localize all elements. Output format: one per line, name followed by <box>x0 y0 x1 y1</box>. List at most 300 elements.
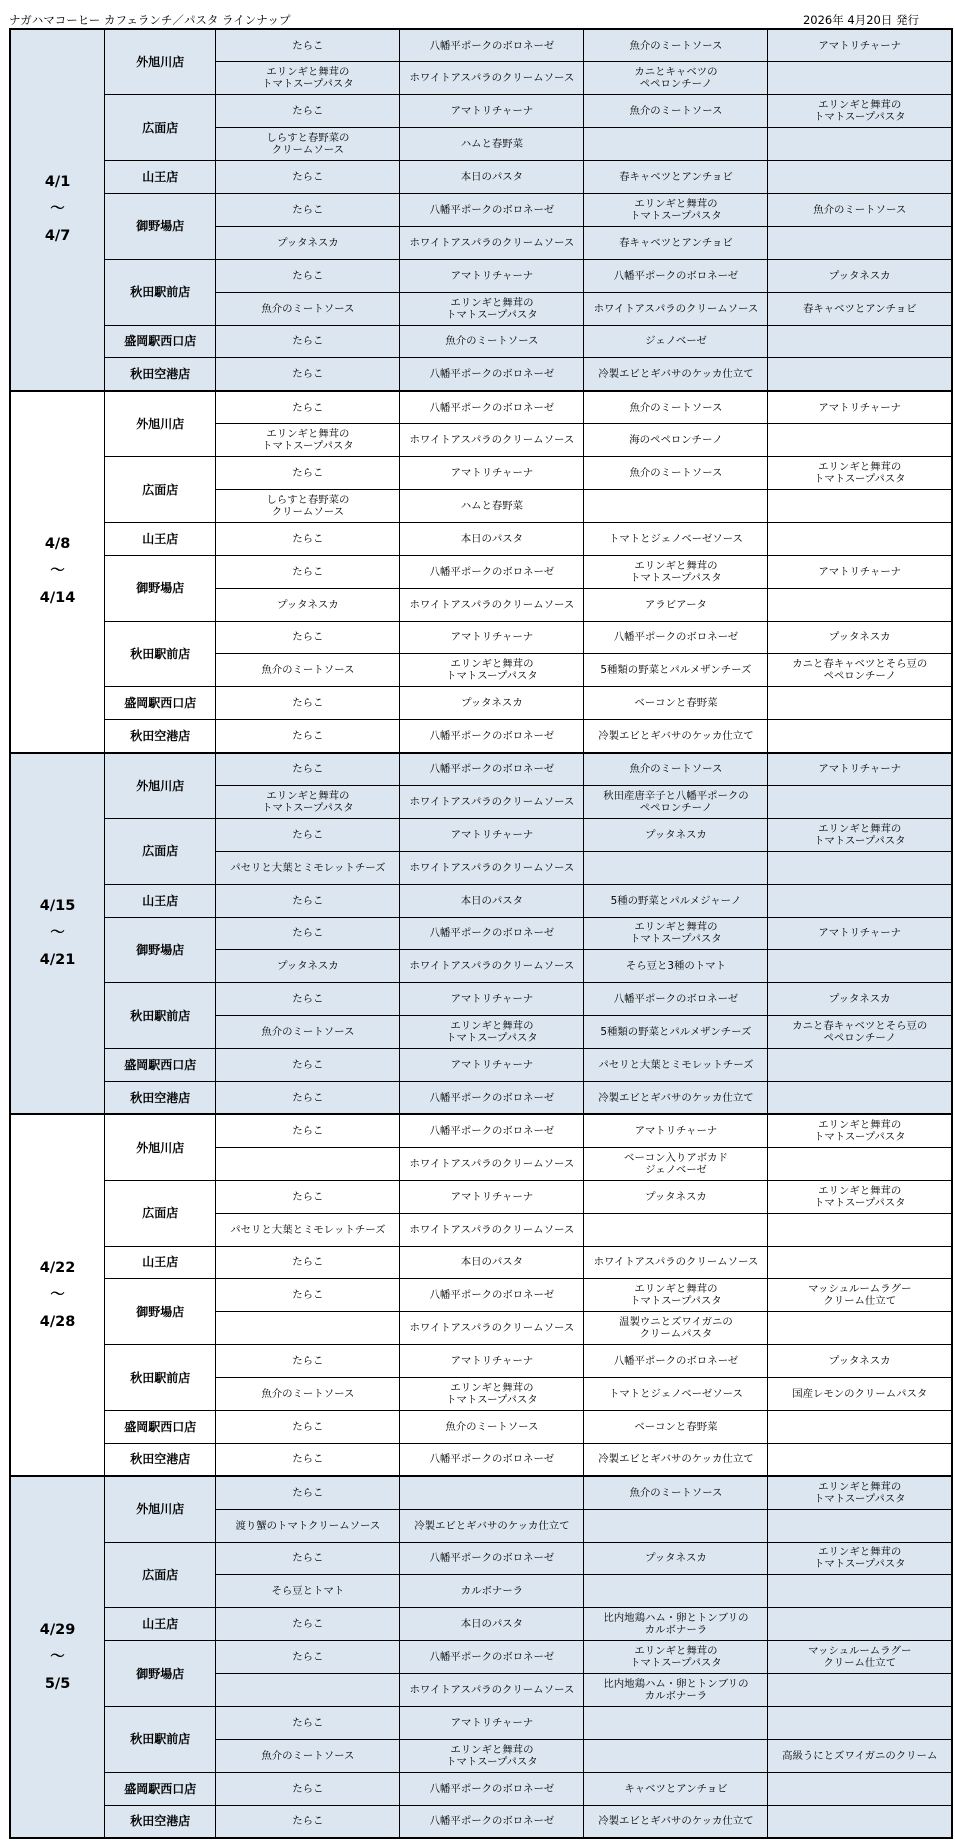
menu-item-cell: 魚介のミートソース <box>216 292 400 325</box>
menu-item-cell: しらすと春野菜の クリームソース <box>216 490 400 523</box>
period-sep: 〜 <box>50 201 65 218</box>
menu-item-cell: トマトとジェノベーゼソース <box>584 1378 768 1411</box>
store-name: 秋田空港店 <box>105 1081 216 1114</box>
menu-item-cell: 八幡平ポークのボロネーゼ <box>400 720 584 753</box>
menu-item-cell: 八幡平ポークのボロネーゼ <box>400 917 584 950</box>
menu-item-cell <box>768 1707 952 1740</box>
menu-item-cell <box>768 588 952 621</box>
table-row <box>10 1279 952 1312</box>
menu-item-cell: ホワイトアスパラのクリームソース <box>400 588 584 621</box>
menu-item-cell: パセリと大葉とミモレットチーズ <box>584 1049 768 1082</box>
menu-item-cell: たらこ <box>216 1246 400 1279</box>
week-block <box>10 29 952 391</box>
menu-item-cell: ホワイトアスパラのクリームソース <box>400 1213 584 1246</box>
menu-item-cell: エリンギと舞茸の トマトスープパスタ <box>768 1476 952 1509</box>
menu-item-cell: 八幡平ポークのボロネーゼ <box>400 555 584 588</box>
menu-item-cell: 冷製エビとギバサのケッカ仕立て <box>584 1443 768 1476</box>
table-row <box>10 95 952 128</box>
menu-item-cell: エリンギと舞茸の トマトスープパスタ <box>216 62 400 95</box>
menu-item-cell: アマトリチャーナ <box>584 1114 768 1147</box>
menu-item-cell: ベーコンと春野菜 <box>584 687 768 720</box>
store-name: 御野場店 <box>105 1641 216 1707</box>
menu-item-cell: 八幡平ポークのボロネーゼ <box>400 1542 584 1575</box>
menu-item-cell: ホワイトアスパラのクリームソース <box>400 786 584 819</box>
menu-item-cell: 魚介のミートソース <box>400 325 584 358</box>
menu-item-cell: たらこ <box>216 621 400 654</box>
week-period <box>10 391 105 753</box>
store-name: 山王店 <box>105 1608 216 1641</box>
menu-item-cell: エリンギと舞茸の トマトスープパスタ <box>768 457 952 490</box>
table-row <box>10 358 952 391</box>
table-row <box>10 818 952 851</box>
menu-item-cell <box>768 1575 952 1608</box>
menu-item-cell: 八幡平ポークのボロネーゼ <box>400 1641 584 1674</box>
menu-item-cell: キャベツとアンチョビ <box>584 1772 768 1805</box>
menu-item-cell: アマトリチャーナ <box>400 621 584 654</box>
menu-item-cell: 魚介のミートソース <box>216 1739 400 1772</box>
period-sep: 〜 <box>50 1648 65 1665</box>
menu-item-cell: アマトリチャーナ <box>768 917 952 950</box>
menu-item-cell: たらこ <box>216 1345 400 1378</box>
menu-item-cell: 5種の野菜とパルメジャーノ <box>584 884 768 917</box>
menu-item-cell: プッタネスカ <box>216 950 400 983</box>
menu-item-cell: プッタネスカ <box>400 687 584 720</box>
table-row <box>10 1476 952 1509</box>
menu-item-cell: エリンギと舞茸の トマトスープパスタ <box>216 786 400 819</box>
menu-item-cell: アマトリチャーナ <box>400 1180 584 1213</box>
menu-item-cell: 本日のパスタ <box>400 1608 584 1641</box>
menu-item-cell: 八幡平ポークのボロネーゼ <box>400 29 584 62</box>
menu-item-cell: たらこ <box>216 95 400 128</box>
menu-item-cell: たらこ <box>216 753 400 786</box>
menu-item-cell: たらこ <box>216 391 400 424</box>
menu-item-cell: たらこ <box>216 720 400 753</box>
menu-item-cell: 八幡平ポークのボロネーゼ <box>584 983 768 1016</box>
menu-item-cell <box>768 1674 952 1707</box>
store-name: 秋田駅前店 <box>105 983 216 1049</box>
menu-item-cell <box>768 161 952 194</box>
period-end: 4/7 <box>44 228 71 245</box>
store-name: 御野場店 <box>105 1279 216 1345</box>
menu-item-cell: 八幡平ポークのボロネーゼ <box>400 1081 584 1114</box>
table-row <box>10 555 952 588</box>
menu-item-cell: たらこ <box>216 1608 400 1641</box>
menu-item-cell: ホワイトアスパラのクリームソース <box>400 950 584 983</box>
store-name: 秋田空港店 <box>105 720 216 753</box>
menu-item-cell: エリンギと舞茸の トマトスープパスタ <box>400 1016 584 1049</box>
menu-item-cell: マッシュルームラグー クリーム仕立て <box>768 1641 952 1674</box>
menu-item-cell: 魚介のミートソース <box>584 29 768 62</box>
menu-item-cell: 八幡平ポークのボロネーゼ <box>400 1443 584 1476</box>
menu-item-cell: ホワイトアスパラのクリームソース <box>584 1246 768 1279</box>
menu-item-cell: たらこ <box>216 1772 400 1805</box>
store-name: 盛岡駅西口店 <box>105 1410 216 1443</box>
table-row <box>10 1114 952 1147</box>
menu-item-cell: トマトとジェノベーゼソース <box>584 522 768 555</box>
table-row <box>10 1081 952 1114</box>
menu-item-cell: 八幡平ポークのボロネーゼ <box>400 753 584 786</box>
menu-item-cell: 魚介のミートソース <box>400 1410 584 1443</box>
menu-item-cell <box>768 851 952 884</box>
menu-item-cell: そら豆と3種のトマト <box>584 950 768 983</box>
menu-item-cell: たらこ <box>216 884 400 917</box>
menu-item-cell <box>216 1674 400 1707</box>
menu-item-cell: エリンギと舞茸の トマトスープパスタ <box>584 555 768 588</box>
menu-item-cell: たらこ <box>216 522 400 555</box>
menu-item-cell: 魚介のミートソース <box>768 193 952 226</box>
menu-item-cell: エリンギと舞茸の トマトスープパスタ <box>584 1641 768 1674</box>
menu-item-cell: エリンギと舞茸の トマトスープパスタ <box>400 1378 584 1411</box>
menu-item-cell: 5種類の野菜とパルメザンチーズ <box>584 1016 768 1049</box>
menu-item-cell <box>768 1410 952 1443</box>
menu-item-cell: 八幡平ポークのボロネーゼ <box>400 391 584 424</box>
menu-item-cell: 八幡平ポークのボロネーゼ <box>400 1805 584 1838</box>
menu-item-cell: プッタネスカ <box>584 1542 768 1575</box>
menu-item-cell: エリンギと舞茸の トマトスープパスタ <box>768 1542 952 1575</box>
menu-item-cell: 魚介のミートソース <box>584 95 768 128</box>
menu-item-cell: プッタネスカ <box>584 1180 768 1213</box>
menu-item-cell <box>768 325 952 358</box>
table-row <box>10 325 952 358</box>
menu-item-cell: たらこ <box>216 1641 400 1674</box>
menu-item-cell: プッタネスカ <box>216 226 400 259</box>
menu-item-cell: たらこ <box>216 193 400 226</box>
menu-item-cell <box>768 786 952 819</box>
table-row <box>10 720 952 753</box>
menu-item-cell: アマトリチャーナ <box>768 29 952 62</box>
menu-item-cell: カニと春キャベツとそら豆の ペペロンチーノ <box>768 1016 952 1049</box>
issue-date: 2026年 4月20日 発行 <box>802 13 919 27</box>
week-block <box>10 1476 952 1838</box>
store-name: 盛岡駅西口店 <box>105 325 216 358</box>
menu-item-cell: 海のペペロンチーノ <box>584 424 768 457</box>
menu-item-cell: 魚介のミートソース <box>584 457 768 490</box>
store-name: 秋田駅前店 <box>105 1707 216 1773</box>
table-row <box>10 1608 952 1641</box>
menu-item-cell: 冷製エビとギバサのケッカ仕立て <box>584 1805 768 1838</box>
menu-item-cell: マッシュルームラグー クリーム仕立て <box>768 1279 952 1312</box>
menu-item-cell: たらこ <box>216 1805 400 1838</box>
menu-item-cell: たらこ <box>216 1279 400 1312</box>
menu-item-cell <box>768 1213 952 1246</box>
period-end: 4/14 <box>39 590 76 607</box>
store-name: 広面店 <box>105 1542 216 1608</box>
menu-item-cell: プッタネスカ <box>216 588 400 621</box>
menu-item-cell: 比内地鶏ハム・卵とトンブリの カルボナーラ <box>584 1608 768 1641</box>
menu-item-cell: 八幡平ポークのボロネーゼ <box>584 621 768 654</box>
menu-item-cell: たらこ <box>216 1476 400 1509</box>
table-row <box>10 1542 952 1575</box>
menu-item-cell: たらこ <box>216 917 400 950</box>
menu-item-cell: 本日のパスタ <box>400 161 584 194</box>
menu-item-cell <box>768 522 952 555</box>
menu-item-cell <box>584 128 768 161</box>
menu-item-cell: 魚介のミートソース <box>584 1476 768 1509</box>
store-name: 山王店 <box>105 161 216 194</box>
menu-item-cell: たらこ <box>216 358 400 391</box>
menu-item-cell: 春キャベツとアンチョビ <box>768 292 952 325</box>
store-name: 外旭川店 <box>105 1114 216 1180</box>
menu-item-cell: エリンギと舞茸の トマトスープパスタ <box>768 1114 952 1147</box>
period-start: 4/1 <box>44 174 71 191</box>
menu-item-cell: しらすと春野菜の クリームソース <box>216 128 400 161</box>
menu-item-cell: たらこ <box>216 161 400 194</box>
menu-item-cell: 春キャベツとアンチョビ <box>584 226 768 259</box>
menu-item-cell: たらこ <box>216 687 400 720</box>
document-title: ナガハマコーヒー カフェランチ／パスタ ラインナップ <box>9 13 291 27</box>
store-name: 秋田駅前店 <box>105 259 216 325</box>
menu-item-cell: 八幡平ポークのボロネーゼ <box>584 259 768 292</box>
menu-item-cell <box>768 1312 952 1345</box>
menu-item-cell: エリンギと舞茸の トマトスープパスタ <box>216 424 400 457</box>
store-name: 外旭川店 <box>105 29 216 95</box>
table-row <box>10 1410 952 1443</box>
menu-item-cell: エリンギと舞茸の トマトスープパスタ <box>584 1279 768 1312</box>
store-name: 秋田空港店 <box>105 1443 216 1476</box>
menu-item-cell: カニと春キャベツとそら豆の ペペロンチーノ <box>768 654 952 687</box>
period-start: 4/29 <box>39 1621 76 1638</box>
menu-item-cell <box>768 687 952 720</box>
menu-item-cell <box>768 1443 952 1476</box>
menu-item-cell: たらこ <box>216 29 400 62</box>
table-row <box>10 29 952 62</box>
table-row <box>10 1180 952 1213</box>
menu-item-cell: 八幡平ポークのボロネーゼ <box>400 358 584 391</box>
store-name: 外旭川店 <box>105 753 216 819</box>
menu-item-cell: ホワイトアスパラのクリームソース <box>400 424 584 457</box>
menu-item-cell: アマトリチャーナ <box>768 555 952 588</box>
menu-item-cell <box>768 1081 952 1114</box>
menu-item-cell: プッタネスカ <box>584 818 768 851</box>
table-row <box>10 621 952 654</box>
menu-item-cell: 渡り蟹のトマトクリームソース <box>216 1509 400 1542</box>
period-sep: 〜 <box>50 924 65 941</box>
menu-item-cell: たらこ <box>216 1081 400 1114</box>
store-name: 秋田空港店 <box>105 358 216 391</box>
menu-item-cell: 魚介のミートソース <box>584 391 768 424</box>
menu-item-cell: アマトリチャーナ <box>768 753 952 786</box>
period-start: 4/15 <box>39 897 76 914</box>
menu-item-cell: エリンギと舞茸の トマトスープパスタ <box>400 654 584 687</box>
menu-item-cell <box>216 1312 400 1345</box>
week-block <box>10 391 952 753</box>
menu-item-cell: そら豆とトマト <box>216 1575 400 1608</box>
table-row <box>10 917 952 950</box>
menu-item-cell: 冷製エビとギバサのケッカ仕立て <box>584 720 768 753</box>
menu-item-cell: エリンギと舞茸の トマトスープパスタ <box>584 917 768 950</box>
week-period <box>10 1114 105 1476</box>
menu-item-cell: 本日のパスタ <box>400 884 584 917</box>
menu-item-cell: アマトリチャーナ <box>400 983 584 1016</box>
menu-item-cell: 魚介のミートソース <box>216 1378 400 1411</box>
table-row <box>10 1707 952 1740</box>
table-row <box>10 1641 952 1674</box>
store-name: 秋田空港店 <box>105 1805 216 1838</box>
menu-item-cell <box>768 1147 952 1180</box>
week-block <box>10 753 952 1115</box>
menu-item-cell: 秋田産唐辛子と八幡平ポークの ペペロンチーノ <box>584 786 768 819</box>
menu-item-cell: ベーコンと春野菜 <box>584 1410 768 1443</box>
menu-item-cell <box>768 884 952 917</box>
menu-item-cell: プッタネスカ <box>768 621 952 654</box>
table-row <box>10 753 952 786</box>
menu-item-cell: 魚介のミートソース <box>216 1016 400 1049</box>
menu-item-cell: たらこ <box>216 1049 400 1082</box>
pasta-lineup-table <box>9 28 953 1839</box>
menu-item-cell: 魚介のミートソース <box>584 753 768 786</box>
menu-item-cell <box>768 720 952 753</box>
store-name: 盛岡駅西口店 <box>105 687 216 720</box>
menu-item-cell: プッタネスカ <box>768 983 952 1016</box>
menu-item-cell: ホワイトアスパラのクリームソース <box>400 226 584 259</box>
table-row <box>10 1049 952 1082</box>
menu-item-cell: ホワイトアスパラのクリームソース <box>400 1147 584 1180</box>
menu-item-cell: エリンギと舞茸の トマトスープパスタ <box>584 193 768 226</box>
menu-item-cell <box>584 1213 768 1246</box>
menu-item-cell: アマトリチャーナ <box>400 1345 584 1378</box>
table-row <box>10 1345 952 1378</box>
store-name: 広面店 <box>105 95 216 161</box>
menu-item-cell: アマトリチャーナ <box>400 259 584 292</box>
store-name: 山王店 <box>105 1246 216 1279</box>
menu-item-cell: 冷製エビとギバサのケッカ仕立て <box>584 1081 768 1114</box>
menu-item-cell: 高級うにとズワイガニのクリーム <box>768 1739 952 1772</box>
menu-item-cell: 温製ウニとズワイガニの クリームパスタ <box>584 1312 768 1345</box>
menu-item-cell: エリンギと舞茸の トマトスープパスタ <box>768 1180 952 1213</box>
menu-item-cell: 八幡平ポークのボロネーゼ <box>400 1279 584 1312</box>
menu-item-cell: 本日のパスタ <box>400 522 584 555</box>
menu-item-cell: 八幡平ポークのボロネーゼ <box>400 1114 584 1147</box>
menu-item-cell: カルボナーラ <box>400 1575 584 1608</box>
menu-item-cell: ハムと春野菜 <box>400 490 584 523</box>
menu-item-cell: 5種類の野菜とパルメザンチーズ <box>584 654 768 687</box>
table-row <box>10 522 952 555</box>
period-start: 4/22 <box>39 1259 76 1276</box>
menu-item-cell: カニとキャベツの ペペロンチーノ <box>584 62 768 95</box>
table-row <box>10 457 952 490</box>
period-sep: 〜 <box>50 563 65 580</box>
menu-item-cell: 比内地鶏ハム・卵とトンブリの カルボナーラ <box>584 1674 768 1707</box>
table-row <box>10 259 952 292</box>
menu-item-cell: アラビアータ <box>584 588 768 621</box>
page-header <box>0 0 955 28</box>
menu-item-cell <box>768 62 952 95</box>
menu-item-cell: エリンギと舞茸の トマトスープパスタ <box>768 95 952 128</box>
menu-item-cell <box>768 358 952 391</box>
menu-item-cell: 冷製エビとギバサのケッカ仕立て <box>400 1509 584 1542</box>
menu-item-cell: たらこ <box>216 457 400 490</box>
menu-item-cell: たらこ <box>216 818 400 851</box>
menu-item-cell: プッタネスカ <box>768 1345 952 1378</box>
period-end: 4/21 <box>39 951 76 968</box>
menu-item-cell: エリンギと舞茸の トマトスープパスタ <box>400 292 584 325</box>
week-period <box>10 753 105 1115</box>
menu-item-cell: 国産レモンのクリームパスタ <box>768 1378 952 1411</box>
menu-item-cell: エリンギと舞茸の トマトスープパスタ <box>400 1739 584 1772</box>
store-name: 盛岡駅西口店 <box>105 1772 216 1805</box>
menu-item-cell: ホワイトアスパラのクリームソース <box>584 292 768 325</box>
store-name: 御野場店 <box>105 555 216 621</box>
menu-item-cell <box>584 1707 768 1740</box>
table-row <box>10 983 952 1016</box>
menu-item-cell <box>584 1575 768 1608</box>
table-row <box>10 1443 952 1476</box>
menu-item-cell <box>768 1608 952 1641</box>
menu-item-cell: たらこ <box>216 259 400 292</box>
store-name: 外旭川店 <box>105 391 216 457</box>
menu-item-cell <box>768 1049 952 1082</box>
week-period <box>10 1476 105 1838</box>
menu-item-cell: アマトリチャーナ <box>400 1707 584 1740</box>
table-row <box>10 1805 952 1838</box>
store-name: 広面店 <box>105 1180 216 1246</box>
store-name: 外旭川店 <box>105 1476 216 1542</box>
menu-item-cell <box>768 950 952 983</box>
menu-item-cell: アマトリチャーナ <box>400 818 584 851</box>
menu-item-cell: 春キャベツとアンチョビ <box>584 161 768 194</box>
menu-item-cell <box>768 1805 952 1838</box>
store-name: 御野場店 <box>105 193 216 259</box>
menu-item-cell: たらこ <box>216 1707 400 1740</box>
menu-item-cell: たらこ <box>216 983 400 1016</box>
week-block <box>10 1114 952 1476</box>
menu-item-cell: たらこ <box>216 1410 400 1443</box>
menu-item-cell: アマトリチャーナ <box>400 95 584 128</box>
menu-item-cell <box>768 1509 952 1542</box>
menu-item-cell: ホワイトアスパラのクリームソース <box>400 1674 584 1707</box>
store-name: 御野場店 <box>105 917 216 983</box>
table-row <box>10 193 952 226</box>
table-row <box>10 687 952 720</box>
store-name: 広面店 <box>105 818 216 884</box>
store-name: 山王店 <box>105 522 216 555</box>
table-row <box>10 1772 952 1805</box>
store-name: 秋田駅前店 <box>105 1345 216 1411</box>
menu-item-cell: ホワイトアスパラのクリームソース <box>400 62 584 95</box>
period-end: 4/28 <box>39 1313 76 1330</box>
menu-item-cell <box>584 1509 768 1542</box>
menu-item-cell: 八幡平ポークのボロネーゼ <box>400 193 584 226</box>
menu-item-cell: たらこ <box>216 1180 400 1213</box>
menu-item-cell: たらこ <box>216 555 400 588</box>
menu-item-cell: エリンギと舞茸の トマトスープパスタ <box>768 818 952 851</box>
menu-item-cell: たらこ <box>216 1542 400 1575</box>
menu-item-cell: 冷製エビとギバサのケッカ仕立て <box>584 358 768 391</box>
store-name: 山王店 <box>105 884 216 917</box>
menu-item-cell <box>768 424 952 457</box>
menu-item-cell: ホワイトアスパラのクリームソース <box>400 851 584 884</box>
menu-item-cell: 本日のパスタ <box>400 1246 584 1279</box>
menu-item-cell: たらこ <box>216 1443 400 1476</box>
menu-item-cell <box>216 1147 400 1180</box>
menu-item-cell: 八幡平ポークのボロネーゼ <box>584 1345 768 1378</box>
menu-item-cell <box>584 1739 768 1772</box>
menu-item-cell <box>584 490 768 523</box>
period-start: 4/8 <box>44 536 71 553</box>
menu-item-cell <box>400 1476 584 1509</box>
menu-item-cell <box>768 1246 952 1279</box>
table-row <box>10 161 952 194</box>
menu-item-cell <box>768 226 952 259</box>
store-name: 秋田駅前店 <box>105 621 216 687</box>
menu-item-cell: たらこ <box>216 1114 400 1147</box>
menu-item-cell: ホワイトアスパラのクリームソース <box>400 1312 584 1345</box>
table-row <box>10 1246 952 1279</box>
menu-item-cell: 魚介のミートソース <box>216 654 400 687</box>
menu-item-cell: パセリと大葉とミモレットチーズ <box>216 851 400 884</box>
table-row <box>10 391 952 424</box>
menu-item-cell <box>584 851 768 884</box>
